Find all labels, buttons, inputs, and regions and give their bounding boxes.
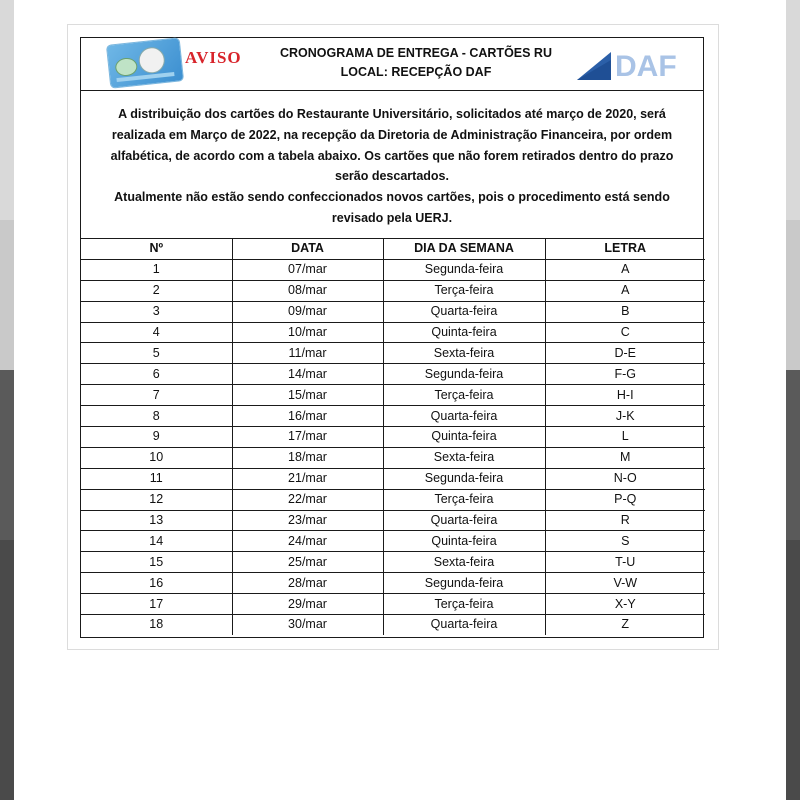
table-header-row [81,239,705,259]
table-row [81,531,705,552]
cell-letter: D-E [545,343,705,364]
cell-letter: B [545,301,705,322]
cell-date: 09/mar [232,301,383,322]
cell-weekday: Segunda-feira [383,364,545,385]
table-row [81,447,705,468]
cell-letter: T-U [545,552,705,573]
cell-number: 9 [81,427,232,448]
cell-number: 5 [81,343,232,364]
cell-letter: N-O [545,468,705,489]
cell-date: 15/mar [232,385,383,406]
table-row [81,259,705,280]
cell-weekday: Sexta-feira [383,343,545,364]
cell-date: 21/mar [232,468,383,489]
table-row [81,468,705,489]
cell-weekday: Segunda-feira [383,573,545,594]
table-row [81,364,705,385]
cell-date: 25/mar [232,552,383,573]
cell-letter: S [545,531,705,552]
title-line-2: LOCAL: RECEPÇÃO DAF [340,65,492,79]
delivery-schedule-table [81,239,705,635]
notice-image-frame [67,24,719,650]
table-row [81,280,705,301]
table-row [81,301,705,322]
cell-date: 14/mar [232,364,383,385]
cell-number: 10 [81,447,232,468]
cell-number: 3 [81,301,232,322]
cell-letter: H-I [545,385,705,406]
cell-number: 4 [81,322,232,343]
column-header-date: DATA [232,239,383,259]
cell-weekday: Quarta-feira [383,615,545,635]
cell-letter: R [545,510,705,531]
cell-letter: X-Y [545,594,705,615]
table-row [81,406,705,427]
ru-card-logo-icon [107,38,183,87]
table-row [81,322,705,343]
table-row [81,385,705,406]
table-row [81,427,705,448]
document-header [81,38,703,91]
cell-weekday: Terça-feira [383,489,545,510]
cell-date: 22/mar [232,489,383,510]
cell-date: 30/mar [232,615,383,635]
cell-date: 24/mar [232,531,383,552]
cell-letter: C [545,322,705,343]
cell-number: 2 [81,280,232,301]
cell-weekday: Terça-feira [383,280,545,301]
image-modal [14,0,786,800]
cell-date: 08/mar [232,280,383,301]
notice-paragraph-2: Atualmente não estão sendo confeccionados novos cartões, pois o procedimento está sendo revisado pela UERJ. [114,190,670,225]
cell-letter: M [545,447,705,468]
table-row [81,594,705,615]
cell-number: 15 [81,552,232,573]
cell-weekday: Segunda-feira [383,259,545,280]
cell-letter: A [545,259,705,280]
cell-date: 10/mar [232,322,383,343]
table-row [81,573,705,594]
notice-paragraph-1: A distribuição dos cartões do Restaurante Universitário, solicitados até março de 2020, será realizada em Março de 2022, na recepção da Diretoria de Administração Financeira, por ordem alfabética, de acordo com a tabela abaixo. Os cartões que não forem retirados dentro do prazo serão descartados. [110,107,674,184]
cell-weekday: Quinta-feira [383,427,545,448]
cell-letter: F-G [545,364,705,385]
cell-number: 6 [81,364,232,385]
cell-letter: Z [545,615,705,635]
cell-weekday: Quarta-feira [383,301,545,322]
cell-number: 17 [81,594,232,615]
cell-number: 1 [81,259,232,280]
cell-weekday: Terça-feira [383,594,545,615]
cell-date: 18/mar [232,447,383,468]
cell-number: 18 [81,615,232,635]
cell-number: 8 [81,406,232,427]
table-row [81,615,705,635]
table-row [81,343,705,364]
cell-date: 23/mar [232,510,383,531]
column-header-letter: LETRA [545,239,705,259]
table-row [81,489,705,510]
cell-date: 11/mar [232,343,383,364]
cell-date: 28/mar [232,573,383,594]
cell-letter: L [545,427,705,448]
cell-letter: J-K [545,406,705,427]
cell-weekday: Sexta-feira [383,552,545,573]
cell-letter: V-W [545,573,705,594]
cell-weekday: Quarta-feira [383,406,545,427]
cell-weekday: Terça-feira [383,385,545,406]
cell-date: 17/mar [232,427,383,448]
cell-number: 13 [81,510,232,531]
cell-date: 16/mar [232,406,383,427]
cell-number: 7 [81,385,232,406]
cell-number: 12 [81,489,232,510]
table-row [81,510,705,531]
cell-number: 14 [81,531,232,552]
cell-number: 16 [81,573,232,594]
cell-date: 29/mar [232,594,383,615]
table-row [81,552,705,573]
cell-weekday: Sexta-feira [383,447,545,468]
cell-weekday: Segunda-feira [383,468,545,489]
column-header-number: Nº [81,239,232,259]
cell-letter: A [545,280,705,301]
cell-date: 07/mar [232,259,383,280]
daf-logo-icon [575,46,693,82]
cell-letter: P-Q [545,489,705,510]
title-line-1: CRONOGRAMA DE ENTREGA - CARTÕES RU [280,46,552,60]
daf-logo-text: DAF [615,50,677,82]
cell-number: 11 [81,468,232,489]
cell-weekday: Quinta-feira [383,322,545,343]
notice-text [81,91,703,239]
column-header-weekday: DIA DA SEMANA [383,239,545,259]
aviso-label: AVISO [185,48,242,67]
cell-weekday: Quinta-feira [383,531,545,552]
notice-document [80,37,704,638]
document-title [271,44,561,82]
cell-weekday: Quarta-feira [383,510,545,531]
